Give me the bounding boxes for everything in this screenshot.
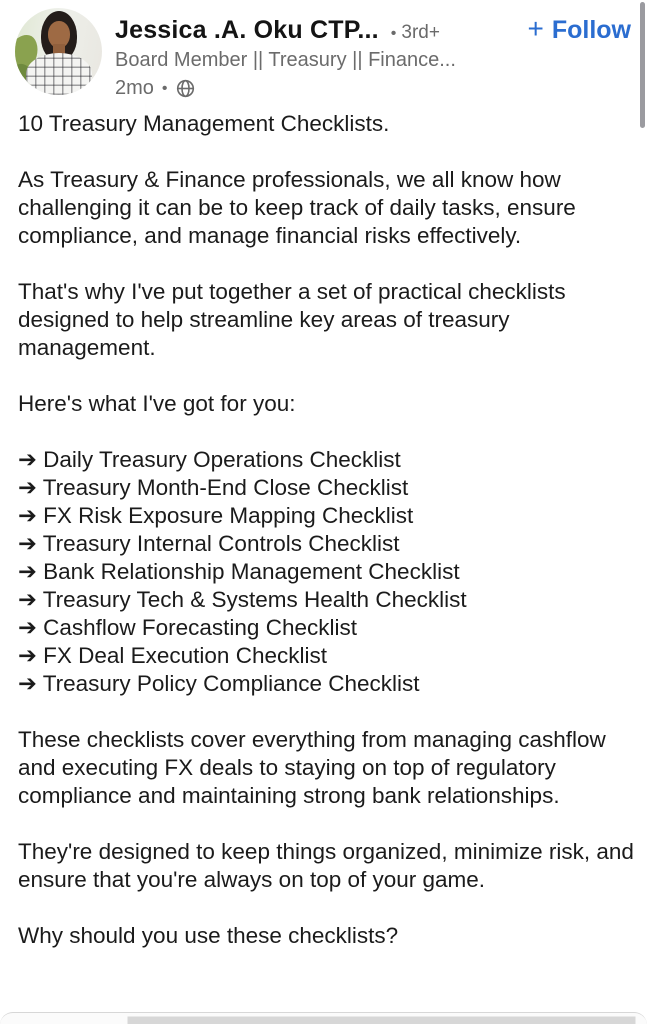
- profile-headline: Board Member || Treasury || Finance...: [115, 49, 456, 71]
- bottom-sheet-edge: [0, 1012, 647, 1024]
- post-paragraph: That's why I've put together a set of practical checklists designed to help streamline key areas of treasury management.: [18, 279, 566, 360]
- checklist-item: ➔ Treasury Tech & Systems Health Checklist: [18, 587, 467, 612]
- connection-degree: [391, 22, 440, 44]
- profile-avatar[interactable]: [15, 8, 102, 95]
- post-paragraph: These checklists cover everything from managing cashflow and executing FX deals to staying on top of regulatory compliance and maintaining strong bank relationships.: [18, 727, 606, 808]
- globe-icon: [176, 79, 195, 98]
- post-title: 10 Treasury Management Checklists.: [18, 111, 390, 136]
- checklist-item: ➔ Treasury Month-End Close Checklist: [18, 475, 409, 500]
- checklist-item: ➔ Cashflow Forecasting Checklist: [18, 615, 357, 640]
- checklist-item: ➔ FX Deal Execution Checklist: [18, 643, 327, 668]
- post-meta: [115, 77, 631, 100]
- checklist: [18, 446, 635, 698]
- post-body: [0, 100, 647, 950]
- name-row: [115, 13, 631, 45]
- post-header: [0, 0, 647, 100]
- checklist-item: ➔ Treasury Policy Compliance Checklist: [18, 671, 420, 696]
- meta-bullet: •: [161, 79, 168, 97]
- checklist-item: ➔ FX Risk Exposure Mapping Checklist: [18, 503, 414, 528]
- profile-name[interactable]: Jessica .A. Oku CTP...: [115, 16, 379, 44]
- plus-icon: +: [527, 13, 544, 44]
- post-question-clipped: Why should you use these checklists?: [18, 923, 399, 948]
- follow-label: Follow: [551, 16, 631, 44]
- checklist-item: ➔ Bank Relationship Management Checklist: [18, 559, 460, 584]
- scrollbar-thumb[interactable]: [640, 2, 645, 128]
- checklist-item: ➔ Daily Treasury Operations Checklist: [18, 447, 401, 472]
- post-age: 2mo: [115, 77, 154, 99]
- header-text: [115, 8, 631, 100]
- checklist-item: ➔ Treasury Internal Controls Checklist: [18, 531, 400, 556]
- post-paragraph: Here's what I've got for you:: [18, 391, 296, 416]
- avatar-plaid-blazer-decor: [26, 53, 92, 95]
- post-paragraph: They're designed to keep things organized, minimize risk, and ensure that you're always on top of your game.: [18, 839, 634, 892]
- degree-bullet: •: [390, 25, 397, 42]
- follow-button[interactable]: [527, 13, 631, 45]
- post-paragraph: As Treasury & Finance professionals, we all know how challenging it can be to keep track of daily tasks, ensure compliance, and manage financial risks effectively.: [18, 167, 576, 248]
- degree-label: 3rd+: [401, 22, 440, 43]
